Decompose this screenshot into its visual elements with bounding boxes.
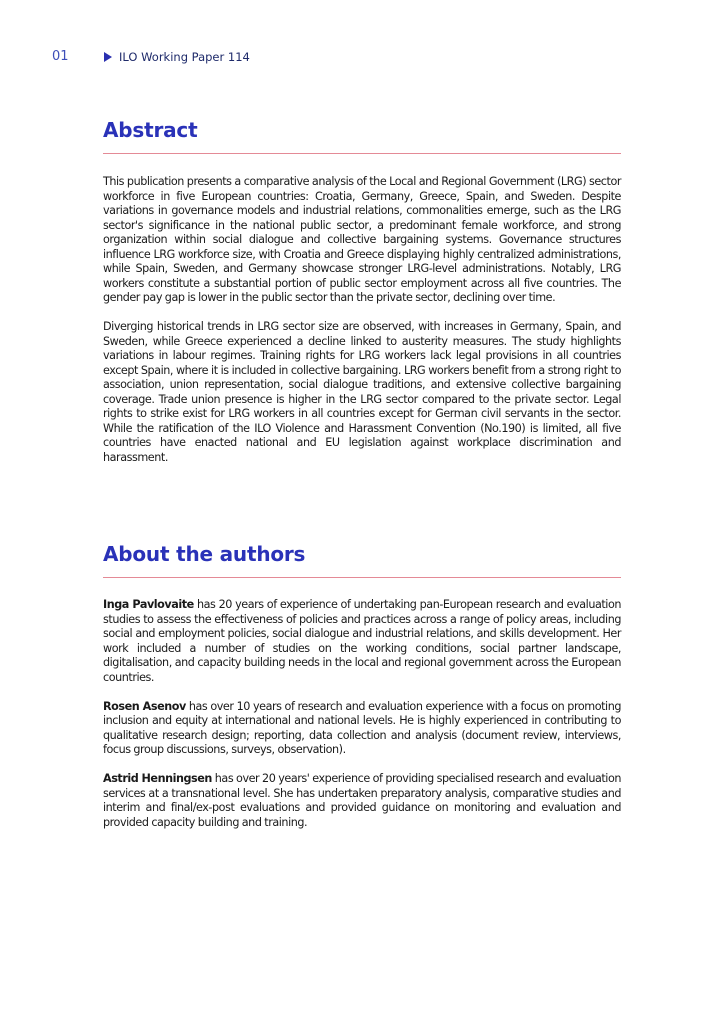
abstract-section xyxy=(103,118,621,465)
author-name: Inga Pavlovaite xyxy=(103,598,194,611)
abstract-body xyxy=(103,175,621,465)
author-bio xyxy=(103,700,621,758)
authors-body xyxy=(103,598,621,830)
author-bio-text: has 20 years of experience of undertaking pan-European research and evaluation studies to assess the effectiveness of policies and practices across a range of policy areas, including social and employment policies, social dialogue and industrial relations, and skills development. Her work included a number of studies on the working conditions, social partner landscape, digitalisation, and capacity building needs in the local and regional government across the European countries. xyxy=(103,598,621,684)
page-number: 01 xyxy=(52,49,69,64)
author-bio xyxy=(103,772,621,830)
triangle-bullet-icon xyxy=(104,52,112,62)
author-name: Astrid Henningsen xyxy=(103,772,212,785)
author-bio-text: has over 20 years' experience of providing specialised research and evaluation services at a transnational level. She has undertaken preparatory analysis, comparative studies and interim and final/ex-post evaluations and provided guidance on monitoring and evaluation and provided capacity building and training. xyxy=(103,772,621,829)
author-bio-text: has over 10 years of research and evaluation experience with a focus on promoting inclusion and equity at international and national levels. He is highly experienced in contributing to qualitative research design; reporting, data collection and analysis (document review, interviews, focus group discussions, surveys, observation). xyxy=(103,699,621,756)
author-bio xyxy=(103,598,621,685)
author-name: Rosen Asenov xyxy=(103,699,186,713)
abstract-heading: Abstract xyxy=(103,118,198,142)
section-divider xyxy=(103,153,621,154)
abstract-paragraph: Diverging historical trends in LRG sector size are observed, with increases in Germany, Spain, and Sweden, while Greece experienced a decline linked to austerity measures. The study highlights variations in labour regimes. Training rights for LRG workers lack legal provisions in all countries except Spain, where it is included in collective bargaining. LRG workers benefit from a strong right to association, union representation, social dialogue traditions, and extensive collective bargaining coverage. Trade union presence is higher in the LRG sector compared to the private sector. Legal rights to strike exist for LRG workers in all countries except for German civil servants in the sector. While the ratification of the ILO Violence and Harassment Convention (No.190) is limited, all five countries have enacted national and EU legislation against workplace discrimination and harassment. xyxy=(103,320,621,464)
running-header xyxy=(52,49,250,64)
authors-section xyxy=(103,542,621,830)
authors-heading: About the authors xyxy=(103,542,306,566)
abstract-paragraph: This publication presents a comparative analysis of the Local and Regional Government (LRG) sector workforce in five European countries: Croatia, Germany, Greece, Spain, and Sweden. Despite variations in governance models and industrial relations, commonalities emerge, such as the LRG sector's significance in the national public sector, a predominant female workforce, and strong organization within social dialogue and collective bargaining systems. Governance structures influence LRG workforce size, with Croatia and Greece displaying highly centralized administrations, while Spain, Sweden, and Germany showcase stronger LRG-level administrations. Notably, LRG workers constitute a substantial portion of public sector employment across all five countries. The gender pay gap is lower in the public sector than the private sector, declining over time. xyxy=(103,175,621,304)
series-title: ILO Working Paper 114 xyxy=(119,49,250,64)
section-divider xyxy=(103,577,621,578)
